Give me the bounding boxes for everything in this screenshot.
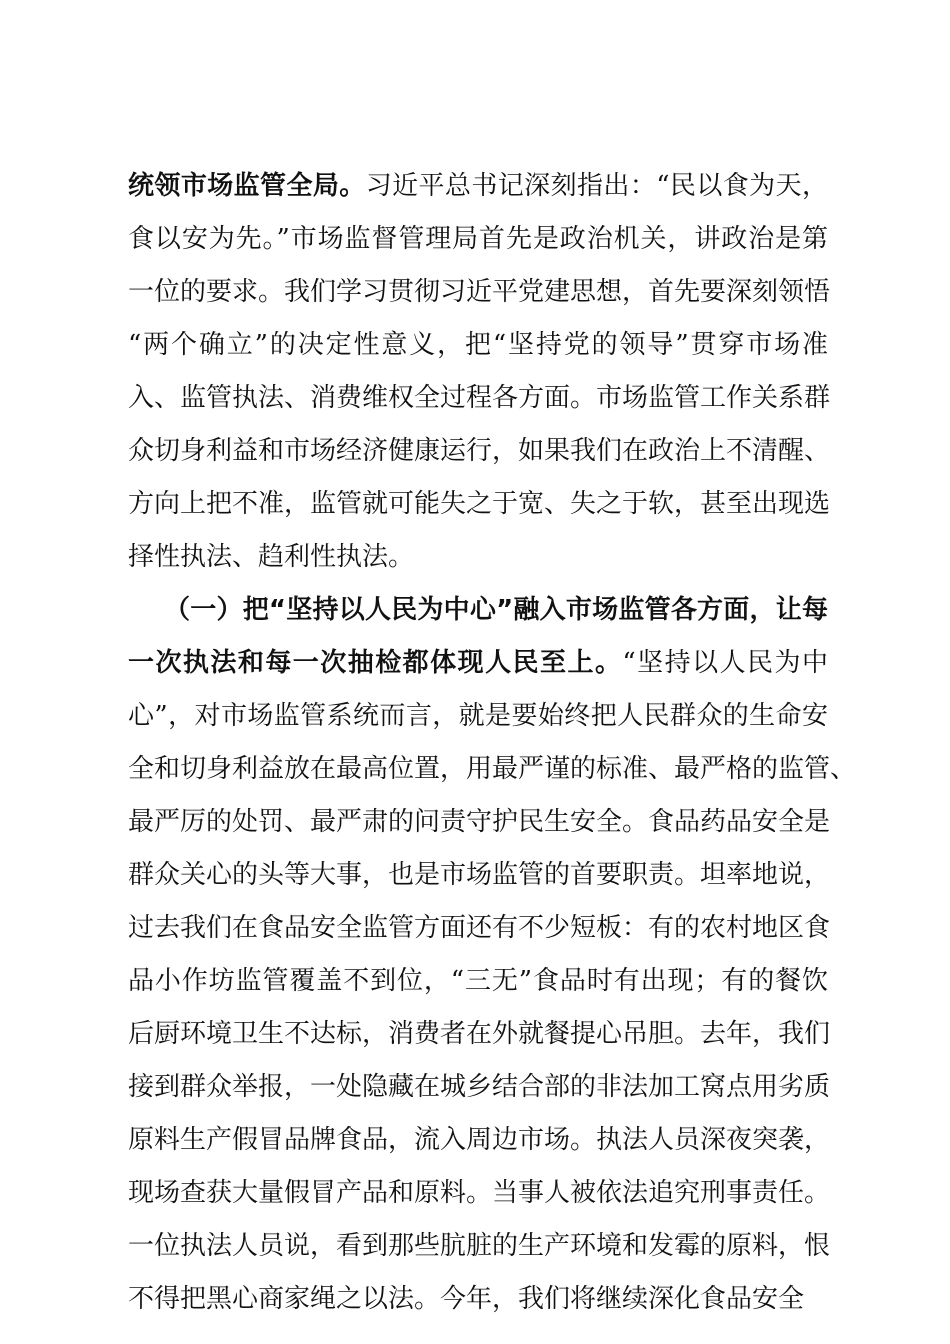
section-heading-line: （一）把“坚持以人民为中心”融入市场监管各方面，让每 (164, 595, 828, 625)
bold-lead-text: 统领市场监管全局。 (128, 171, 366, 201)
text-line: 过去我们在食品安全监管方面还有不少短板：有的农村地区食 (128, 913, 831, 943)
text-line: 原料生产假冒品牌食品，流入周边市场。执法人员深夜突袭， (128, 1125, 831, 1155)
text-line (128, 640, 828, 686)
text-line: 食以安为先。”市场监督管理局首先是政治机关，讲政治是第 (128, 224, 828, 254)
body-text: “坚持以人民为中 (622, 648, 828, 678)
text-line: 群众关心的头等大事，也是市场监管的首要职责。坦率地说， (128, 860, 831, 890)
text-line: 一位的要求。我们学习贯彻习近平党建思想，首先要深刻领悟 (128, 277, 831, 307)
text-line: “两个确立”的决定性意义，把“坚持党的领导”贯穿市场准 (128, 330, 828, 360)
text-line: 最严厉的处罚、最严肃的问责守护民生安全。食品药品安全是 (128, 807, 831, 837)
body-text: 习近平总书记深刻指出：“民以食为天， (365, 171, 828, 201)
text-line: 入、监管执法、消费维权全过程各方面。市场监管工作关系群 (128, 383, 831, 413)
text-line (128, 163, 828, 209)
text-line: 接到群众举报，一处隐藏在城乡结合部的非法加工窝点用劣质 (128, 1072, 831, 1102)
text-line: 众切身利益和市场经济健康运行，如果我们在政治上不清醒、 (128, 436, 831, 466)
section-heading-text: 一次执法和每一次抽检都体现人民至上。 (128, 648, 623, 678)
text-line: 方向上把不准，监管就可能失之于宽、失之于软，甚至出现选 (128, 489, 831, 519)
text-line: 一位执法人员说，看到那些肮脏的生产环境和发霉的原料，恨 (128, 1231, 831, 1261)
text-line: 后厨环境卫生不达标，消费者在外就餐提心吊胆。去年，我们 (128, 1019, 831, 1049)
text-line: 品小作坊监管覆盖不到位，“三无”食品时有出现；有的餐饮 (128, 966, 828, 996)
text-line: 择性执法、趋利性执法。 (128, 542, 415, 572)
text-line: 不得把黑心商家绳之以法。今年，我们将继续深化食品安全 (128, 1284, 805, 1314)
text-line: 心”，对市场监管系统而言，就是要始终把人民群众的生命安 (128, 701, 828, 731)
text-line: 现场查获大量假冒产品和原料。当事人被依法追究刑事责任。 (128, 1178, 831, 1208)
text-line: 全和切身利益放在最高位置，用最严谨的标准、最严格的监管、 (128, 754, 857, 784)
